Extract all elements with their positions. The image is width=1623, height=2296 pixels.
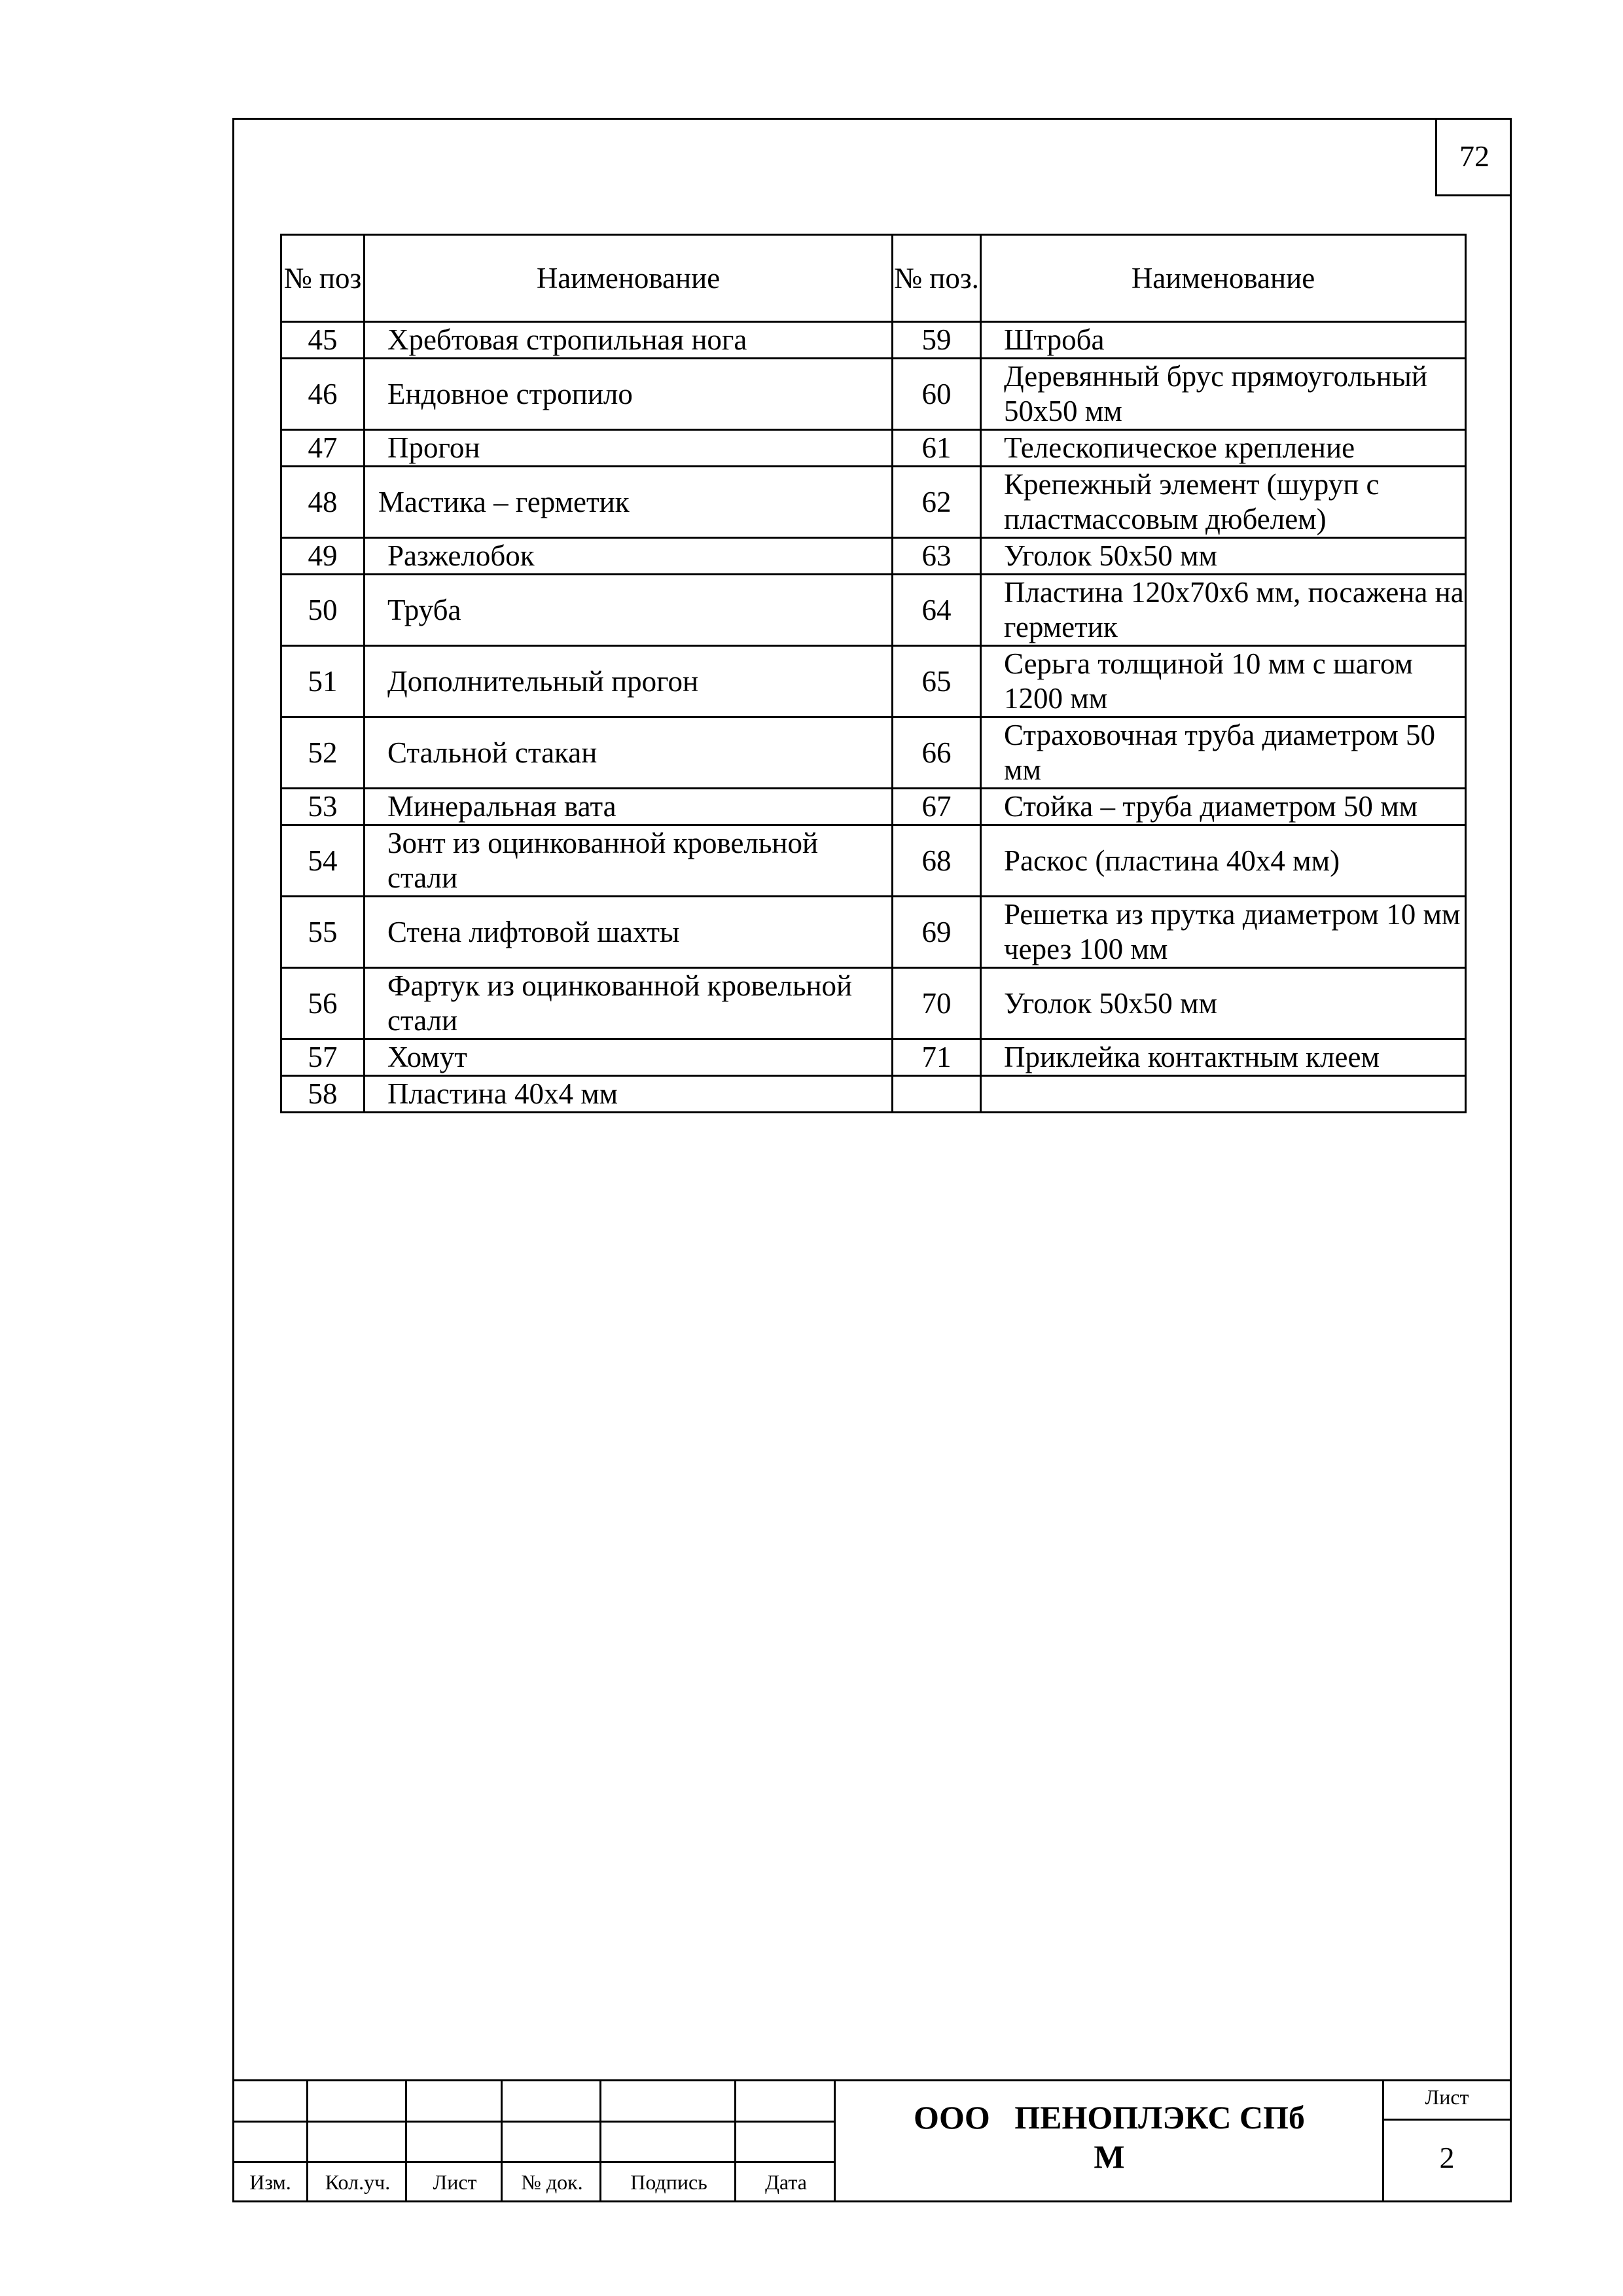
stamp-label-signature: Подпись — [630, 2170, 707, 2194]
item-name: Решетка из прутка диаметром 10 мм через 100 мм — [981, 897, 1466, 968]
table-row — [281, 467, 1466, 538]
position-number: 64 — [893, 575, 981, 646]
table-row — [281, 359, 1466, 430]
position-number: 49 — [281, 538, 365, 575]
position-number: 63 — [893, 538, 981, 575]
item-name: Ендовное стропило — [365, 359, 893, 430]
header-name-left: Наименование — [365, 235, 893, 322]
position-number: 62 — [893, 467, 981, 538]
position-number: 51 — [281, 646, 365, 717]
sheet-divider — [1382, 2119, 1512, 2121]
position-number: 56 — [281, 968, 365, 1039]
item-name: Приклейка контактным клеем — [981, 1039, 1466, 1076]
position-number: 50 — [281, 575, 365, 646]
position-number: 60 — [893, 359, 981, 430]
position-number — [893, 1076, 981, 1113]
table-row — [281, 646, 1466, 717]
item-name: Разжелобок — [365, 538, 893, 575]
table-row — [281, 968, 1466, 1039]
item-name: Хребтовая стропильная нога — [365, 322, 893, 359]
item-name: Стена лифтовой шахты — [365, 897, 893, 968]
position-number: 69 — [893, 897, 981, 968]
item-name: Мастика – герметик — [365, 467, 893, 538]
position-number: 53 — [281, 789, 365, 825]
position-number: 61 — [893, 430, 981, 467]
table-row — [281, 1076, 1466, 1113]
company-name-line2: М — [1094, 2138, 1125, 2175]
position-number: 55 — [281, 897, 365, 968]
stamp-label-doc: № док. — [521, 2170, 583, 2194]
position-number: 45 — [281, 322, 365, 359]
position-number: 57 — [281, 1039, 365, 1076]
table-row — [281, 897, 1466, 968]
position-number: 65 — [893, 646, 981, 717]
position-number: 59 — [893, 322, 981, 359]
specification-table — [280, 234, 1467, 1113]
position-number: 58 — [281, 1076, 365, 1113]
stamp-label-date: Дата — [765, 2170, 807, 2194]
table-row — [281, 1039, 1466, 1076]
item-name: Раскос (пластина 40х4 мм) — [981, 825, 1466, 897]
item-name: Уголок 50х50 мм — [981, 968, 1466, 1039]
table-row — [281, 717, 1466, 789]
header-name-right: Наименование — [981, 235, 1466, 322]
item-name: Страховочная труба диаметром 50 мм — [981, 717, 1466, 789]
header-num-right: № поз. — [893, 235, 981, 322]
item-name: Стальной стакан — [365, 717, 893, 789]
stamp-label-count: Кол.уч. — [325, 2170, 391, 2194]
position-number: 46 — [281, 359, 365, 430]
page-number: 72 — [1435, 118, 1512, 196]
item-name: Прогон — [365, 430, 893, 467]
item-name: Труба — [365, 575, 893, 646]
position-number: 54 — [281, 825, 365, 897]
table-row — [281, 575, 1466, 646]
company-name — [838, 2098, 1381, 2176]
position-number: 68 — [893, 825, 981, 897]
stamp-label-change: Изм. — [249, 2170, 291, 2194]
position-number: 71 — [893, 1039, 981, 1076]
table-row — [281, 538, 1466, 575]
company-name-line1: ООО ПЕНОПЛЭКС СПб — [914, 2099, 1305, 2136]
item-name: Стойка – труба диаметром 50 мм — [981, 789, 1466, 825]
sheet-label: Лист — [1425, 2085, 1469, 2109]
position-number: 52 — [281, 717, 365, 789]
item-name: Деревянный брус прямоугольный 50х50 мм — [981, 359, 1466, 430]
table-header-row — [281, 235, 1466, 322]
position-number: 67 — [893, 789, 981, 825]
item-name: Штроба — [981, 322, 1466, 359]
table-row — [281, 789, 1466, 825]
item-name: Пластина 40х4 мм — [365, 1076, 893, 1113]
table-row — [281, 322, 1466, 359]
item-name: Зонт из оцинкованной кровельной стали — [365, 825, 893, 897]
item-name — [981, 1076, 1466, 1113]
item-name: Серьга толщиной 10 мм с шагом 1200 мм — [981, 646, 1466, 717]
header-num-left: № поз — [281, 235, 365, 322]
sheet-number: 2 — [1439, 2141, 1455, 2174]
stamp-label-sheet: Лист — [433, 2170, 477, 2194]
position-number: 47 — [281, 430, 365, 467]
item-name: Телескопическое крепление — [981, 430, 1466, 467]
item-name: Дополнительный прогон — [365, 646, 893, 717]
table-row — [281, 430, 1466, 467]
position-number: 70 — [893, 968, 981, 1039]
table-row — [281, 825, 1466, 897]
position-number: 66 — [893, 717, 981, 789]
item-name: Фартук из оцинкованной кровельной стали — [365, 968, 893, 1039]
item-name: Крепежный элемент (шуруп с пластмассовым дюбелем) — [981, 467, 1466, 538]
position-number: 48 — [281, 467, 365, 538]
item-name: Пластина 120х70х6 мм, посажена на герметик — [981, 575, 1466, 646]
item-name: Уголок 50х50 мм — [981, 538, 1466, 575]
item-name: Хомут — [365, 1039, 893, 1076]
item-name: Минеральная вата — [365, 789, 893, 825]
